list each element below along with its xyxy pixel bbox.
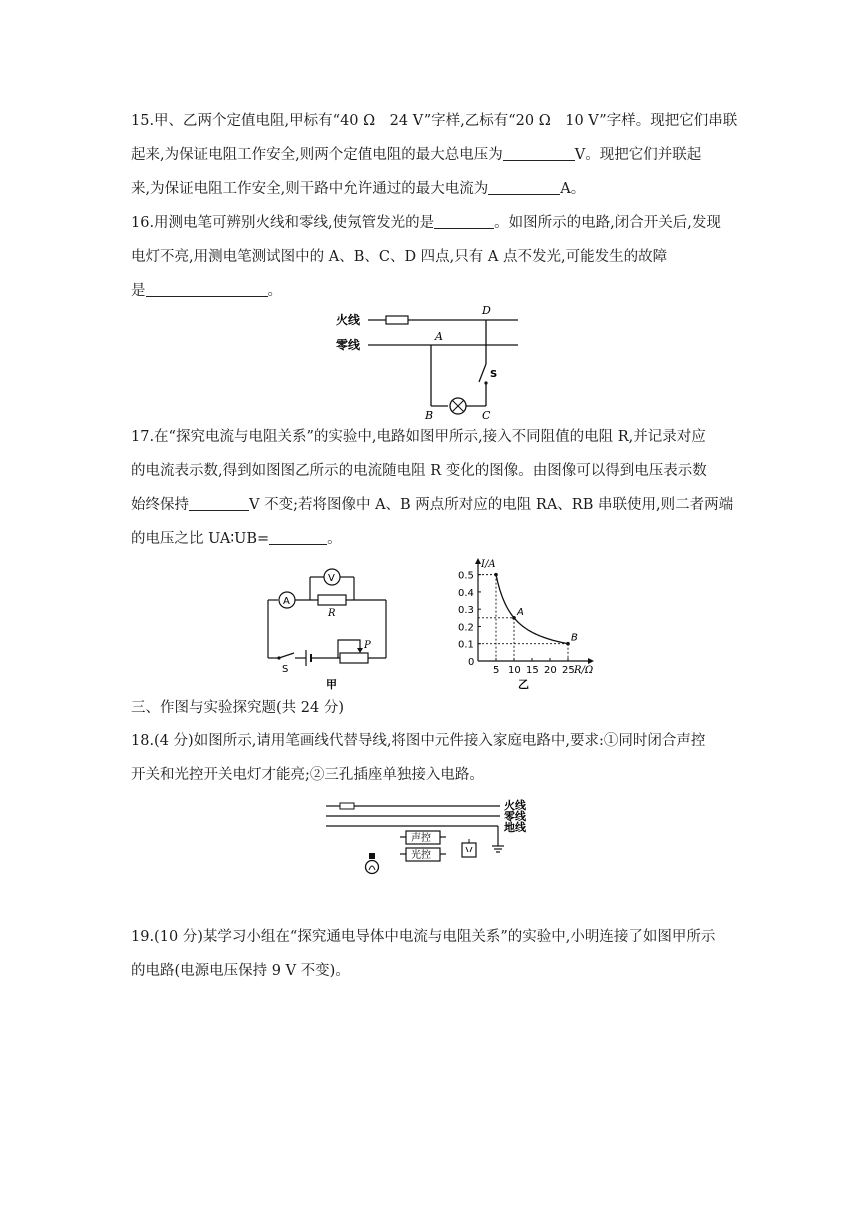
q17-graph-yi [448,556,598,691]
q16-text: 是 [131,283,146,299]
q17-line4 [131,522,771,556]
q16-text: 。 [267,283,282,299]
section-heading: 三、作图与实验探究题(共 24 分) [131,700,344,716]
q15-blank-current[interactable] [488,178,560,195]
q16-circuit-figure [336,302,526,422]
q16-line1 [131,206,771,240]
x-axis-arrow [588,658,594,664]
neutral-wire-label: 零线 [336,338,361,352]
data-point [494,573,498,577]
q15-line1: 15.甲、乙两个定值电阻,甲标有“40 Ω 24 V”字样,乙标有“20 Ω 10 V”字样。现把它们串联 [131,113,738,129]
ground-wire-label: 地线 [504,821,526,834]
q17-text: V 不变;若将图像中 A、B 两点所对应的电阻 RA、RB 串联使用,则二者两端 [249,497,734,513]
q19-line1: 19.(10 分)某学习小组在“探究通电导体中电流与电阻关系”的实验中,小明连接了如图甲所示 [131,929,716,945]
q15-text: V。现把它们并联起 [574,147,702,163]
q18-line2: 开关和光控开关电灯才能亮;②三孔插座单独接入电路。 [131,767,484,783]
bulb-icon [366,853,379,874]
q17-text: 始终保持 [131,497,189,513]
x-tick-label: 25 [562,665,575,676]
q17-line1: 17.在“探究电流与电阻关系”的实验中,电路如图甲所示,接入不同阻值的电阻 R,并记录对应 [131,429,706,445]
fuse-icon [340,803,354,809]
live-wire-label: 火线 [504,799,526,812]
q16-blank-fault[interactable] [146,280,268,297]
q16-text: 16.用测电笔可辨别火线和零线,使氖管发光的是 [131,215,435,231]
y-tick-label: 0.1 [458,639,474,651]
q17-text: 的电压之比 UA∶UB= [131,531,270,547]
point-b-label: B [425,409,434,422]
y-tick-label: 0.4 [458,587,474,599]
point-c-label: C [482,409,491,422]
point-d-label: D [482,304,491,317]
q17-blank-voltage[interactable] [189,494,249,511]
q17-line2: 的电流表示数,得到如图图乙所示的电流随电阻 R 变化的图像。由图像可以得到电压表示数 [131,463,707,479]
switch-label: S [490,369,498,380]
i-r-curve [496,575,568,644]
light-switch-label: 光控 [411,850,431,861]
q15-line2 [131,138,771,172]
sound-switch-label: 声控 [411,833,431,844]
voltmeter-label: V [328,573,335,584]
socket-icon [462,843,476,857]
q17-text: 。 [327,531,342,547]
q16-text: 。如图所示的电路,闭合开关后,发现 [494,215,721,231]
q15-line3 [131,172,771,206]
origin-label: 0 [468,657,475,668]
rheostat-icon [340,653,368,663]
q15-text: 来,为保证电阻工作安全,则干路中允许通过的最大电流为 [131,181,489,197]
q17-line3 [131,488,771,522]
data-point [566,642,570,646]
q15-text: 起来,为保证电阻工作安全,则两个定值电阻的最大总电压为 [131,147,503,163]
neutral-wire-label: 零线 [504,810,526,823]
q15-text: A。 [560,181,586,197]
ammeter-label: A [283,596,290,607]
q16-line2: 电灯不亮,用测电笔测试图中的 A、B、C、D 四点,只有 A 点不发光,可能发生的故障 [131,249,668,265]
point-label: B [571,632,578,644]
q16-blank-wire[interactable] [434,212,494,229]
switch-icon [479,364,486,382]
resistor-label: R [328,608,336,619]
y-axis-label: I/A [481,559,496,570]
y-tick-label: 0.5 [458,570,474,582]
fuse-icon [386,316,408,324]
x-tick-label: 20 [544,665,557,676]
q18-household-circuit [322,796,538,878]
switch-icon [279,653,294,658]
y-tick-label: 0.2 [458,622,474,634]
y-tick-label: 0.3 [458,605,474,617]
x-axis-label: R/Ω [574,665,594,676]
q15-blank-voltage[interactable] [503,144,575,161]
figure-jia-caption: 甲 [326,678,337,690]
q19-line2: 的电路(电源电压保持 9 V 不变)。 [131,963,350,979]
x-tick-label: 5 [493,665,500,676]
data-point [512,616,516,620]
figure-yi-caption: 乙 [518,678,529,691]
q17-blank-ratio[interactable] [269,528,327,545]
q18-line1: 18.(4 分)如图所示,请用笔画线代替导线,将图中元件接入家庭电路中,要求:①同时闭合声控 [131,733,706,749]
x-tick-label: 15 [526,665,539,676]
x-tick-label: 10 [508,665,521,676]
point-a-label: A [435,330,443,343]
q17-circuit-jia [262,560,402,690]
slider-label: P [364,640,371,651]
resistor-icon [318,595,346,605]
switch-label: S [282,664,289,675]
point-label: A [517,606,524,618]
live-wire-label: 火线 [336,313,361,327]
